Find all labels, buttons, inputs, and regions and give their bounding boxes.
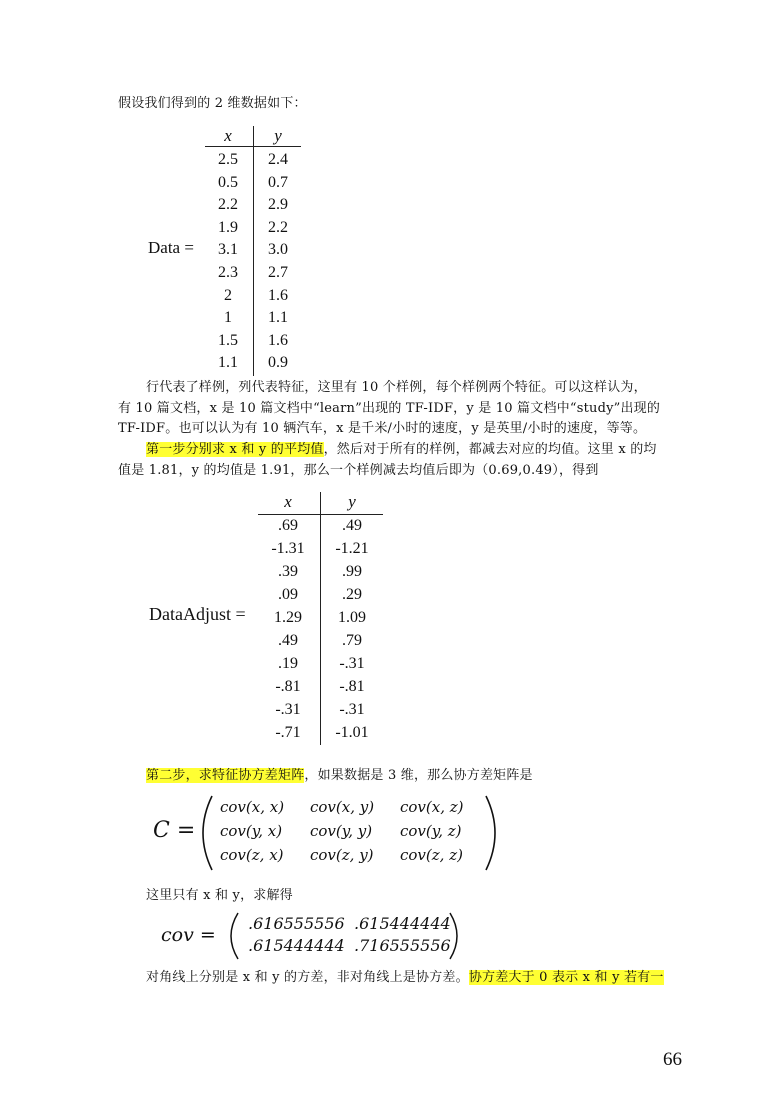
- data-table: [205, 126, 301, 376]
- table-cell-x: 1.9: [218, 218, 238, 236]
- table-cell-y: .79: [342, 632, 362, 649]
- table-cell-x: -.71: [275, 724, 301, 741]
- matrix-entry: .616555556: [248, 914, 345, 933]
- samples-paragraph-line1: [146, 378, 666, 398]
- adjust-table: [258, 492, 383, 745]
- only-xy-text: 这里只有 x 和 y，求解得: [146, 888, 293, 903]
- step1-rest: ，然后对于所有的样例，都减去对应的均值。这里 x 的均: [323, 442, 657, 457]
- intro-text: 假设我们得到的 2 维数据如下：: [118, 96, 307, 111]
- table-cell-x: -.31: [275, 701, 301, 718]
- table-cell-y: 2.9: [268, 196, 288, 214]
- table-cell-y: -1.21: [335, 540, 369, 557]
- page-number: 66: [663, 1049, 682, 1070]
- only-xy-paragraph: [146, 886, 686, 906]
- matrix-entry: cov(y, x): [220, 822, 283, 840]
- adjust-table-divider: [320, 492, 321, 745]
- covariance-matrix-2d: [158, 910, 468, 962]
- step2-rest: ，如果数据是 3 维，那么协方差矩阵是: [304, 768, 533, 783]
- table-cell-x: .69: [278, 517, 298, 534]
- table-cell-y: -.31: [339, 655, 365, 672]
- covariance-matrix-3d: [150, 792, 500, 874]
- adjust-table-header-y: y: [348, 492, 356, 511]
- table-cell-x: .39: [278, 563, 298, 580]
- matrix-entry: cov(y, z): [400, 822, 462, 840]
- step1-line2: 值是 1.81，y 的均值是 1.91，那么一个样例减去均值后即为（0.69,0.49），得到: [118, 463, 599, 478]
- matrix-entry: .716555556: [354, 936, 451, 955]
- samples-paragraph-line3: [118, 419, 658, 439]
- table-cell-y: -.81: [339, 678, 365, 695]
- table-cell-y: 1.09: [338, 609, 366, 626]
- data-table-divider: [253, 126, 254, 376]
- step1-paragraph-line1: [146, 440, 666, 460]
- matrix-entry: cov(x, z): [400, 798, 464, 816]
- table-cell-x: -1.31: [271, 540, 305, 557]
- matrix-entry: cov(x, x): [220, 798, 285, 816]
- table-cell-x: 1: [224, 309, 232, 327]
- table-cell-x: 2.3: [218, 264, 238, 281]
- diagonal-paragraph: [146, 968, 666, 988]
- data-table-header-y: y: [274, 126, 282, 145]
- table-cell-x: 2.5: [218, 151, 238, 168]
- table-cell-x: 1.1: [218, 354, 238, 372]
- table-cell-y: 1.6: [268, 286, 288, 304]
- table-cell-y: .99: [342, 563, 362, 580]
- step1-highlight: 第一步分别求 x 和 y 的平均值: [146, 442, 324, 457]
- data-table-header-x: x: [224, 126, 232, 145]
- table-cell-x: 0.5: [218, 173, 238, 191]
- table-cell-x: .49: [278, 632, 298, 649]
- table-cell-y: 2.2: [268, 218, 288, 236]
- table-cell-y: 3.0: [268, 241, 288, 259]
- diagonal-text: 对角线上分别是 x 和 y 的方差，非对角线上是协方差。: [146, 970, 469, 985]
- table-cell-x: 1.5: [218, 331, 238, 349]
- matrix-entry: .615444444: [248, 936, 345, 955]
- table-cell-x: 3.1: [218, 241, 238, 259]
- matrix-entry: cov(z, x): [220, 846, 284, 864]
- table-cell-x: -.81: [275, 678, 301, 695]
- step1-paragraph-line2: [118, 461, 658, 481]
- table-cell-y: 0.7: [268, 173, 288, 191]
- adjust-table-label: DataAdjust =: [149, 604, 246, 624]
- table-cell-y: .29: [342, 586, 362, 603]
- step2-paragraph: [146, 766, 686, 786]
- samples-line2: 有 10 篇文档，x 是 10 篇文档中“learn”出现的 TF-IDF，y 是 10 篇文档中“study”出现的: [118, 401, 661, 416]
- table-cell-x: .09: [278, 586, 298, 603]
- diagonal-highlight: 协方差大于 0 表示 x 和 y 若有一: [468, 970, 664, 985]
- step2-highlight: 第二步，求特征协方差矩阵: [146, 768, 305, 783]
- matrix-entry: cov(z, z): [400, 846, 463, 864]
- table-cell-x: 1.29: [274, 609, 302, 626]
- data-table-label: Data =: [148, 238, 194, 257]
- intro-paragraph: [118, 94, 658, 114]
- table-cell-y: -1.01: [335, 724, 369, 741]
- matrix-entry: cov(z, y): [310, 846, 374, 864]
- table-cell-y: 2.4: [268, 151, 288, 168]
- matrix2-lhs: cov =: [161, 924, 216, 946]
- adjust-table-header-x: x: [284, 492, 292, 511]
- matrix-entry: cov(x, y): [310, 798, 375, 816]
- samples-line3: TF-IDF。也可以认为有 10 辆汽车，x 是千米/小时的速度，y 是英里/小时的速度，等等。: [118, 421, 647, 436]
- table-cell-y: 1.6: [268, 331, 288, 349]
- table-cell-x: .19: [278, 655, 298, 672]
- matrix3-lhs: C =: [153, 818, 196, 843]
- table-cell-y: 1.1: [268, 309, 288, 327]
- table-cell-y: 0.9: [268, 354, 288, 372]
- table-cell-y: .49: [342, 517, 362, 534]
- table-cell-y: 2.7: [268, 264, 288, 281]
- table-cell-x: 2.2: [218, 196, 238, 214]
- matrix-entry: .615444444: [354, 914, 451, 933]
- samples-paragraph-line2: [118, 399, 663, 419]
- samples-line1: 行代表了样例，列代表特征，这里有 10 个样例，每个样例两个特征。可以这样认为，: [146, 380, 647, 395]
- table-cell-y: -.31: [339, 701, 365, 718]
- table-cell-x: 2: [224, 286, 232, 304]
- matrix-entry: cov(y, y): [310, 822, 373, 840]
